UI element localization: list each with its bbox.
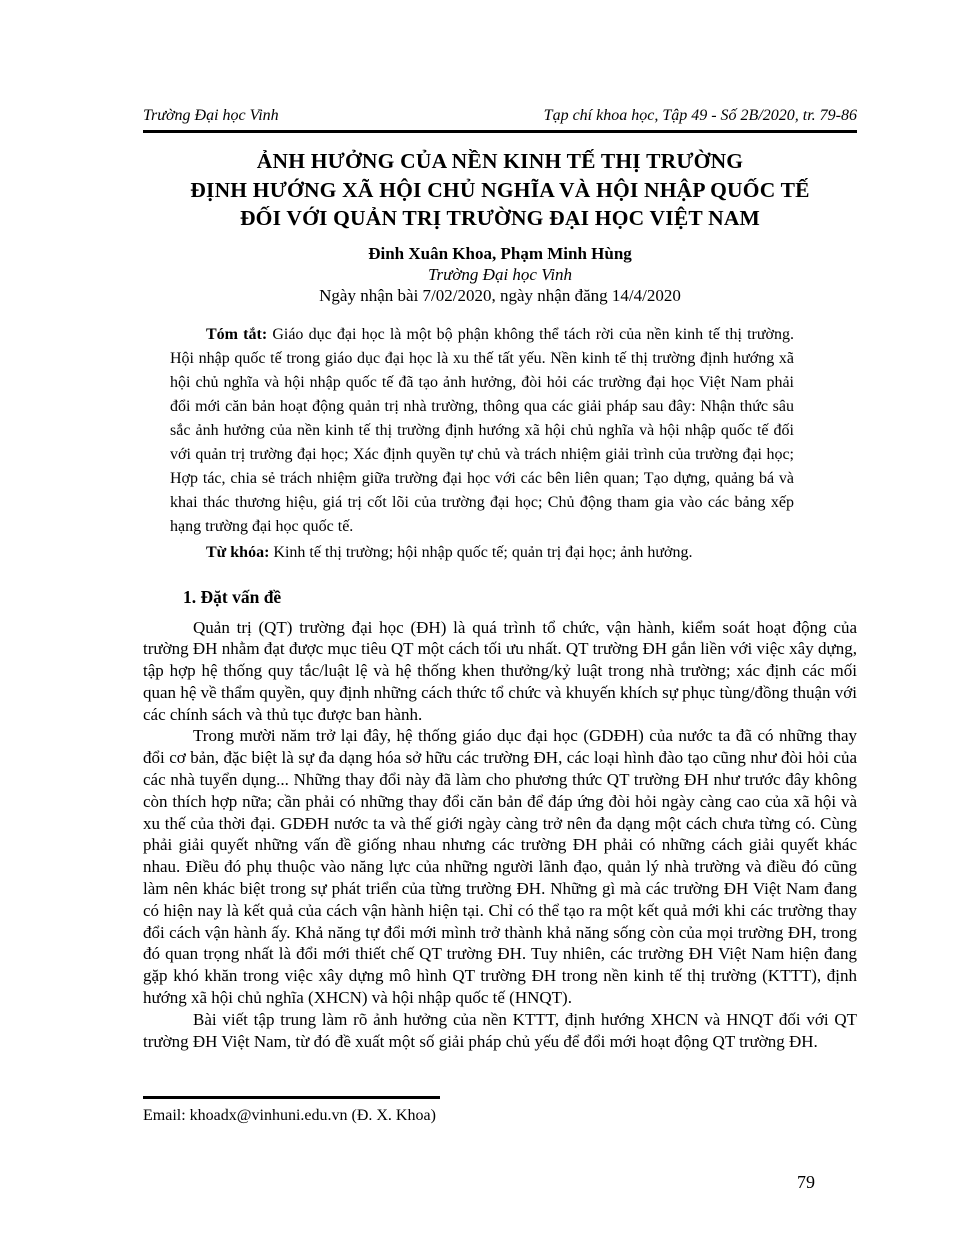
article-title-line-1: ẢNH HƯỞNG CỦA NỀN KINH TẾ THỊ TRƯỜNG	[256, 149, 744, 173]
article-title	[143, 147, 857, 233]
header-journal-info: Tạp chí khoa học, Tập 49 - Số 2B/2020, tr. 79-86	[543, 107, 857, 124]
header-institution: Trường Đại học Vinh	[143, 107, 279, 124]
footnote-email: Email: khoadx@vinhuni.edu.vn (Đ. X. Khoa)	[143, 1107, 436, 1124]
abstract-label: Tóm tắt:	[206, 325, 268, 343]
authors: Đinh Xuân Khoa, Phạm Minh Hùng	[368, 243, 632, 263]
abstract-block	[143, 323, 857, 565]
keywords-paragraph	[170, 541, 794, 565]
received-dates: Ngày nhận bài 7/02/2020, ngày nhận đăng 14/4/2020	[319, 285, 681, 305]
body-paragraph-3: Bài viết tập trung làm rõ ảnh hưởng của nền KTTT, định hướng XHCN và HNQT đối với QT trường ĐH Việt Nam, từ đó đề xuất một số giải pháp chủ yếu để đổi mới hoạt động QT trường ĐH.	[143, 1009, 857, 1051]
footnote	[143, 1096, 857, 1125]
abstract-text: Giáo dục đại học là một bộ phận không thể tách rời của nền kinh tế thị trường. Hội nhập quốc tế trong giáo dục đại học là xu thế tất yếu. Nền kinh tế thị trường định hướng xã hội chủ nghĩa và hội nhập quốc tế đã tạo ảnh hưởng, đòi hỏi các trường đại học Việt Nam phải đổi mới căn bản hoạt động quản trị nhà trường, thông qua các giải pháp sau đây: Nhận thức sâu sắc ảnh hưởng của nền kinh tế thị trường định hướng xã hội chủ nghĩa và hội nhập quốc tế đối với quản trị trường đại học; Xác định quyền tự chủ và trách nhiệm giải trình của trường đại học; Hợp tác, chia sẻ trách nhiệm giữa trường đại học với các bên liên quan; Tạo dựng, quảng bá và khai thác thương hiệu, giá trị cốt lõi của trường đại học; Chủ động tham gia vào các bảng xếp hạng trường đại học quốc tế.	[170, 325, 795, 535]
page-content	[143, 106, 857, 1052]
affiliation: Trường Đại học Vinh	[427, 264, 573, 284]
abstract-paragraph	[170, 323, 794, 539]
header-rule	[143, 130, 857, 133]
page-number: 79	[797, 1172, 815, 1192]
section-heading: 1. Đặt vấn đề	[183, 586, 282, 607]
body-paragraph-1: Quản trị (QT) trường đại học (ĐH) là quá trình tổ chức, vận hành, kiểm soát hoạt động của trường ĐH nhằm đạt được mục tiêu QT một cách tối ưu nhất. QT trường ĐH gắn liền với việc xây dựng, tập hợp hệ thống quy tắc/luật lệ và hệ thống khen thưởng/kỷ luật trong nhà trường; xác định các mối quan hệ về thẩm quyền, quy định những cách thức tổ chức và khuyến khích sự phục tùng/đồng thuận với các chính sách và thủ tục được ban hành.	[143, 617, 857, 724]
article-title-line-2: ĐỊNH HƯỚNG XÃ HỘI CHỦ NGHĨA VÀ HỘI NHẬP QUỐC TẾ	[190, 177, 810, 202]
footnote-rule	[143, 1096, 440, 1099]
body-paragraph-2: Trong mười năm trở lại đây, hệ thống giáo dục đại học (GDĐH) của nước ta đã có những thay đổi cơ bản, đặc biệt là sự đa dạng hóa sở hữu các trường ĐH, các loại hình đào tạo cũng như đòi hỏi của các nhà tuyển dụng... Những thay đổi này đã làm cho phương thức QT trường ĐH như trước đây không còn thích hợp nữa; cần phải có những thay đổi căn bản để đáp ứng đòi hỏi ngày càng cao của xã hội và xu thế của thời đại. GDĐH nước ta và thế giới ngày càng trở nên đa dạng một cách chưa từng có. Cùng phải giải quyết những vấn đề giống nhau nhưng các trường ĐH phải có những cách giải quyết khác nhau. Điều đó phụ thuộc vào năng lực của những người lãnh đạo, quản lý nhà trường và điều đó cũng làm nên khác biệt trong sự phát triển của từng trường ĐH. Những gì mà các trường ĐH Việt Nam đang có hiện nay là kết quả của cách vận hành hiện tại. Chỉ có thể tạo ra một kết quả mới khi các trường thay đổi cách vận hành ấy. Khả năng tự đổi mới mình trở thành khả năng sống còn của mọi trường ĐH, trong đó quan trọng nhất là đổi mới thiết chế QT trường ĐH. Tuy nhiên, các trường ĐH Việt Nam hiện đang gặp khó khăn trong việc xây dựng mô hình QT trường ĐH trong nền kinh tế thị trường (KTTT), định hướng xã hội chủ nghĩa (XHCN) và hội nhập quốc tế (HNQT).	[143, 726, 857, 1008]
keywords-text: Kinh tế thị trường; hội nhập quốc tế; quản trị đại học; ảnh hưởng.	[273, 543, 693, 561]
keywords-label: Từ khóa:	[206, 543, 270, 561]
article-title-line-3: ĐỐI VỚI QUẢN TRỊ TRƯỜNG ĐẠI HỌC VIỆT NAM	[239, 206, 761, 230]
running-header	[143, 106, 857, 125]
